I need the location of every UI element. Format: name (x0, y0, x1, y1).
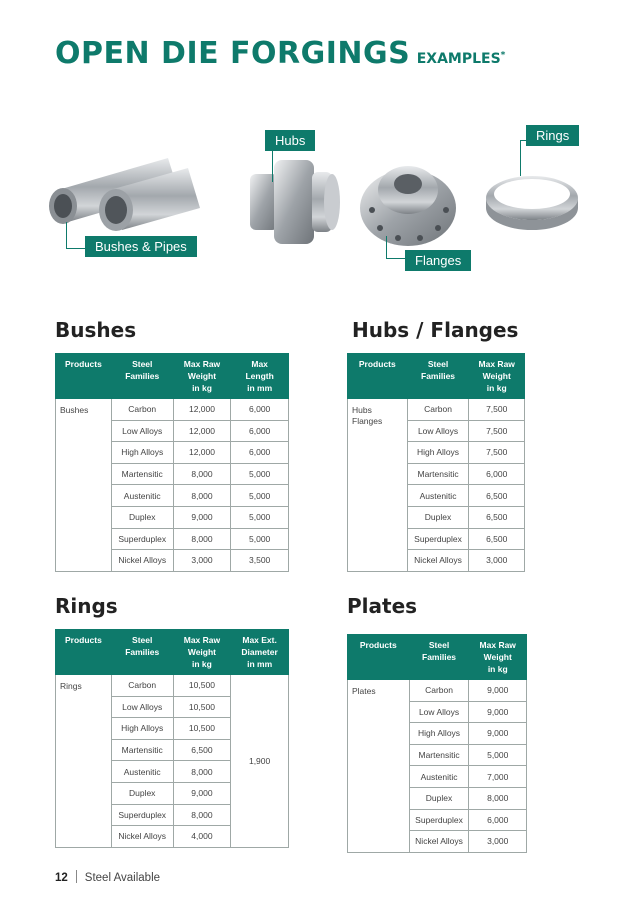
plates-table (347, 634, 527, 853)
bushes-pipes-label: Bushes & Pipes (85, 236, 197, 257)
steel-family-cell: Low Alloys (407, 420, 469, 442)
hubs-flanges-table (347, 353, 525, 572)
value-cell: 7,500 (469, 442, 525, 464)
steel-family-cell: Austenitic (407, 485, 469, 507)
value-cell: 7,500 (469, 399, 525, 421)
value-cell: 8,000 (173, 528, 231, 550)
value-cell: 12,000 (173, 420, 231, 442)
steel-family-cell: Carbon (407, 399, 469, 421)
page-title (55, 36, 505, 71)
value-cell: 5,000 (231, 528, 289, 550)
column-header: Max Ext. Diameter in mm (231, 630, 289, 675)
table-row (56, 399, 289, 421)
steel-family-cell: Martensitic (409, 744, 469, 766)
product-cell: Plates (348, 680, 410, 853)
rings-header-row (56, 630, 289, 675)
column-header: Steel Families (111, 354, 173, 399)
value-cell: 5,000 (469, 744, 527, 766)
flanges-label: Flanges (405, 250, 471, 271)
title-main: OPEN DIE FORGINGS (55, 36, 411, 71)
bushes-leader (66, 222, 67, 248)
value-cell: 6,500 (469, 528, 525, 550)
steel-family-cell: Martensitic (111, 739, 173, 761)
steel-family-cell: Duplex (409, 787, 469, 809)
steel-family-cell: Martensitic (407, 463, 469, 485)
column-header: Max Raw Weight in kg (469, 635, 527, 680)
steel-family-cell: Austenitic (111, 485, 173, 507)
value-cell: 5,000 (231, 463, 289, 485)
steel-family-cell: Superduplex (407, 528, 469, 550)
steel-family-cell: Nickel Alloys (409, 831, 469, 853)
value-cell: 12,000 (173, 442, 231, 464)
value-cell: 6,000 (231, 442, 289, 464)
column-header: Max Raw Weight in kg (173, 630, 231, 675)
value-cell: 6,500 (173, 739, 231, 761)
steel-family-cell: Low Alloys (111, 696, 173, 718)
value-cell: 4,000 (173, 826, 231, 848)
steel-family-cell: Carbon (111, 399, 173, 421)
value-cell: 3,000 (173, 550, 231, 572)
value-cell: 5,000 (231, 485, 289, 507)
ring-image (486, 176, 578, 230)
steel-family-cell: Low Alloys (409, 701, 469, 723)
flanges-leader-h (386, 258, 406, 259)
steel-family-cell: Austenitic (409, 766, 469, 788)
title-asterisk: * (500, 50, 506, 61)
steel-family-cell: Duplex (407, 506, 469, 528)
rings-title: Rings (55, 594, 118, 618)
column-header: Steel Families (409, 635, 469, 680)
steel-family-cell: High Alloys (409, 723, 469, 745)
bushes-pipes-image (49, 158, 200, 231)
hubs-header-row (348, 354, 525, 399)
rings-label: Rings (526, 125, 579, 146)
table-row (348, 399, 525, 421)
value-cell: 6,500 (469, 485, 525, 507)
value-cell: 7,500 (469, 420, 525, 442)
bushes-title: Bushes (55, 318, 137, 342)
steel-family-cell: Superduplex (409, 809, 469, 831)
steel-family-cell: Low Alloys (111, 420, 173, 442)
column-header: Max Length in mm (231, 354, 289, 399)
product-cell: Rings (56, 675, 112, 848)
table-row (348, 680, 527, 702)
product-images (0, 110, 638, 280)
column-header: Products (348, 354, 408, 399)
value-cell: 3,000 (469, 550, 525, 572)
diameter-cell: 1,900 (231, 675, 289, 848)
steel-family-cell: Duplex (111, 782, 173, 804)
footer-divider (76, 870, 77, 883)
column-header: Products (348, 635, 410, 680)
rings-table (55, 629, 289, 848)
title-sub (417, 51, 506, 67)
plates-header-row (348, 635, 527, 680)
steel-family-cell: Nickel Alloys (111, 550, 173, 572)
product-cell: Bushes (56, 399, 112, 572)
column-header: Products (56, 354, 112, 399)
footer-text: Steel Available (84, 872, 161, 884)
page-number: 12 (55, 872, 68, 884)
steel-family-cell: Superduplex (111, 804, 173, 826)
value-cell: 9,000 (469, 680, 527, 702)
value-cell: 6,000 (469, 809, 527, 831)
value-cell: 8,000 (173, 761, 231, 783)
steel-family-cell: Carbon (111, 675, 173, 697)
value-cell: 6,000 (231, 399, 289, 421)
value-cell: 6,000 (231, 420, 289, 442)
value-cell: 10,500 (173, 696, 231, 718)
value-cell: 8,000 (173, 804, 231, 826)
steel-family-cell: Austenitic (111, 761, 173, 783)
steel-family-cell: Superduplex (111, 528, 173, 550)
hubs-flanges-title: Hubs / Flanges (352, 318, 519, 342)
title-sub-text: EXAMPLES (416, 51, 501, 67)
steel-family-cell: Carbon (409, 680, 469, 702)
bushes-leader-h (66, 248, 86, 249)
plates-title: Plates (347, 594, 418, 618)
value-cell: 9,000 (469, 701, 527, 723)
value-cell: 6,500 (469, 506, 525, 528)
rings-leader-v (520, 140, 521, 176)
value-cell: 9,000 (173, 506, 231, 528)
value-cell: 9,000 (173, 782, 231, 804)
hub-image (250, 160, 340, 244)
value-cell: 6,000 (469, 463, 525, 485)
steel-family-cell: Martensitic (111, 463, 173, 485)
value-cell: 3,500 (231, 550, 289, 572)
hubs-label: Hubs (265, 130, 315, 151)
steel-family-cell: Nickel Alloys (407, 550, 469, 572)
flange-image (360, 166, 456, 246)
value-cell: 8,000 (173, 485, 231, 507)
bushes-table (55, 353, 289, 572)
value-cell: 7,000 (469, 766, 527, 788)
value-cell: 10,500 (173, 718, 231, 740)
hubs-leader (272, 148, 273, 182)
value-cell: 8,000 (173, 463, 231, 485)
column-header: Max Raw Weight in kg (469, 354, 525, 399)
page-footer (55, 870, 160, 884)
column-header: Steel Families (407, 354, 469, 399)
column-header: Products (56, 630, 112, 675)
value-cell: 12,000 (173, 399, 231, 421)
table-row (56, 675, 289, 697)
value-cell: 10,500 (173, 675, 231, 697)
steel-family-cell: High Alloys (111, 442, 173, 464)
steel-family-cell: Duplex (111, 506, 173, 528)
column-header: Steel Families (111, 630, 173, 675)
flanges-leader (386, 236, 387, 258)
steel-family-cell: Nickel Alloys (111, 826, 173, 848)
column-header: Max Raw Weight in kg (173, 354, 231, 399)
value-cell: 8,000 (469, 787, 527, 809)
value-cell: 5,000 (231, 506, 289, 528)
value-cell: 3,000 (469, 831, 527, 853)
value-cell: 9,000 (469, 723, 527, 745)
steel-family-cell: High Alloys (111, 718, 173, 740)
bushes-header-row (56, 354, 289, 399)
steel-family-cell: High Alloys (407, 442, 469, 464)
product-cell: Hubs Flanges (348, 399, 408, 572)
